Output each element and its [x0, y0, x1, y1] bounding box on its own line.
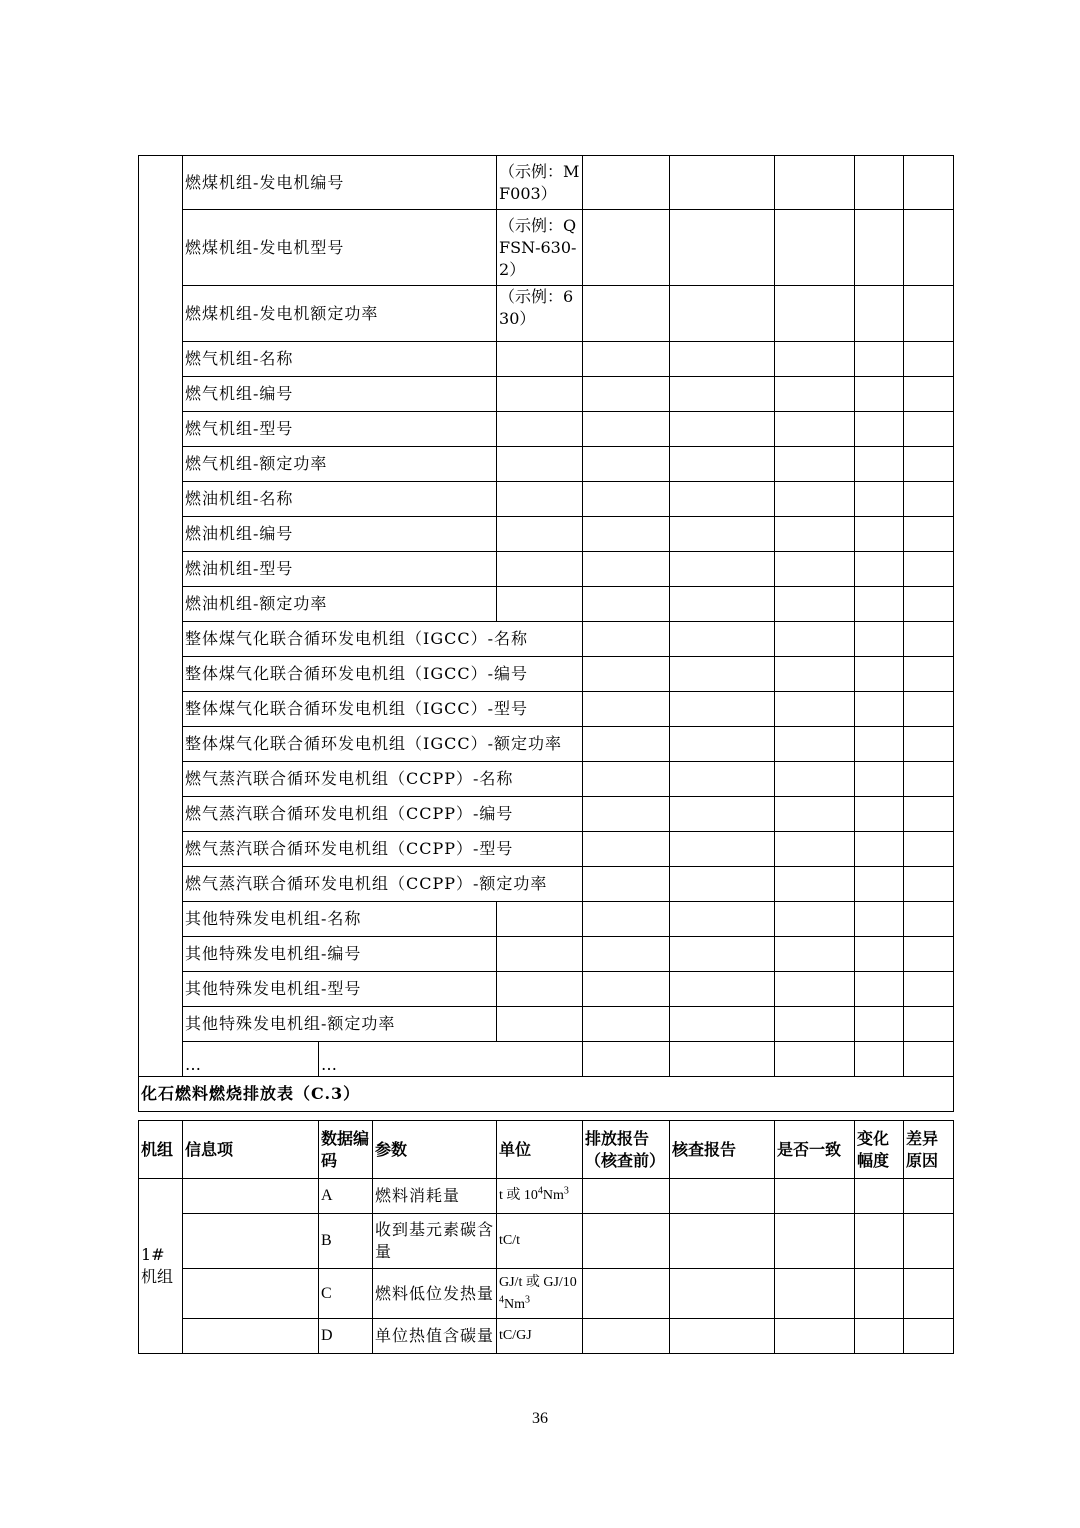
info-item-label: 燃气蒸汽联合循环发电机组（CCPP）-型号: [183, 832, 583, 867]
empty-cell: [670, 412, 775, 447]
header-param: 参数: [373, 1121, 497, 1179]
empty-cell: [583, 517, 670, 552]
info-item-label: 燃油机组-名称: [183, 482, 497, 517]
empty-cell: [670, 657, 775, 692]
empty-cell: [583, 587, 670, 622]
empty-cell: [775, 377, 855, 412]
empty-cell: [855, 832, 904, 867]
empty-cell: [670, 797, 775, 832]
empty-cell: [855, 156, 904, 210]
table-row: [139, 727, 954, 762]
empty-cell: [775, 1007, 855, 1042]
param-name: 燃料低位发热量: [373, 1269, 497, 1319]
info-item-label: 燃气蒸汽联合循环发电机组（CCPP）-编号: [183, 797, 583, 832]
empty-cell: [670, 552, 775, 587]
header-unit-of-measure: 单位: [497, 1121, 583, 1179]
empty-cell: [670, 832, 775, 867]
empty-cell: [497, 412, 583, 447]
table-row: [139, 762, 954, 797]
empty-cell: [775, 937, 855, 972]
empty-cell: [670, 972, 775, 1007]
empty-cell: [497, 447, 583, 482]
empty-cell: [775, 447, 855, 482]
empty-cell: [855, 797, 904, 832]
empty-cell: [904, 587, 954, 622]
empty-cell: [855, 552, 904, 587]
empty-cell: [583, 286, 670, 342]
info-item-label: 燃气机组-名称: [183, 342, 497, 377]
empty-cell: [855, 902, 904, 937]
param-name: 收到基元素碳含量: [373, 1214, 497, 1269]
empty-cell: [670, 156, 775, 210]
empty-cell: [497, 517, 583, 552]
empty-cell: [497, 377, 583, 412]
empty-cell: [904, 762, 954, 797]
empty-cell: [670, 937, 775, 972]
empty-cell: [855, 622, 904, 657]
table-row: [139, 210, 954, 286]
table-row: [139, 1179, 954, 1214]
empty-cell: [583, 1179, 670, 1214]
table-row: [139, 867, 954, 902]
document-table: [138, 155, 954, 1112]
data-code: A: [319, 1179, 373, 1214]
info-item-label: 燃油机组-编号: [183, 517, 497, 552]
section-title: 化石燃料燃烧排放表（C.3）: [139, 1077, 954, 1112]
empty-cell: [775, 657, 855, 692]
table-row: [139, 1319, 954, 1354]
empty-cell: [855, 587, 904, 622]
info-item-label: 燃煤机组-发电机额定功率: [183, 286, 497, 342]
example-cell: （示例：MF003）: [497, 156, 583, 210]
empty-cell: [855, 447, 904, 482]
empty-cell: [775, 1042, 855, 1077]
unit-cell: t 或 $10^4Nm^3$: [497, 1179, 583, 1214]
blank-unit-cell: [139, 156, 183, 1077]
table-row: [139, 377, 954, 412]
empty-cell: [855, 692, 904, 727]
empty-cell: [583, 377, 670, 412]
empty-cell: [497, 902, 583, 937]
empty-cell: [583, 156, 670, 210]
empty-cell: [855, 867, 904, 902]
empty-cell: [583, 937, 670, 972]
empty-cell: [855, 1007, 904, 1042]
empty-cell: [855, 1179, 904, 1214]
empty-cell: [670, 482, 775, 517]
empty-cell: [855, 517, 904, 552]
empty-cell: [855, 342, 904, 377]
empty-cell: [583, 832, 670, 867]
empty-cell: [670, 1319, 775, 1354]
unit-cell: tC/GJ: [497, 1319, 583, 1354]
empty-cell: [670, 727, 775, 762]
empty-cell: [583, 412, 670, 447]
table-row: [139, 657, 954, 692]
empty-cell: [775, 156, 855, 210]
empty-cell: [904, 1269, 954, 1319]
empty-cell: [670, 1042, 775, 1077]
empty-cell: [855, 727, 904, 762]
info-item-label: 其他特殊发电机组-编号: [183, 937, 497, 972]
empty-cell: [904, 797, 954, 832]
example-cell: （示例：630）: [497, 286, 583, 342]
param-name: 单位热值含碳量: [373, 1319, 497, 1354]
info-item-label: 燃油机组-型号: [183, 552, 497, 587]
empty-cell: [855, 762, 904, 797]
param-name: 燃料消耗量: [373, 1179, 497, 1214]
empty-cell: [183, 1214, 319, 1269]
table-row: [139, 937, 954, 972]
empty-cell: [670, 210, 775, 286]
info-item-label: 整体煤气化联合循环发电机组（IGCC）-编号: [183, 657, 583, 692]
info-item-label: 其他特殊发电机组-额定功率: [183, 1007, 497, 1042]
empty-cell: [855, 210, 904, 286]
empty-cell: [583, 692, 670, 727]
empty-cell: [670, 1007, 775, 1042]
table-row: [139, 832, 954, 867]
empty-cell: [855, 1214, 904, 1269]
empty-cell: [583, 972, 670, 1007]
empty-cell: [583, 1214, 670, 1269]
empty-cell: [775, 762, 855, 797]
empty-cell: [904, 972, 954, 1007]
empty-cell: [497, 552, 583, 587]
empty-cell: [775, 1319, 855, 1354]
empty-cell: [855, 482, 904, 517]
empty-cell: [855, 1319, 904, 1354]
info-item-label: 整体煤气化联合循环发电机组（IGCC）-型号: [183, 692, 583, 727]
unit-cell: tC/t: [497, 1214, 583, 1269]
empty-cell: [855, 972, 904, 1007]
ellipsis-cell: …: [319, 1042, 583, 1077]
empty-cell: [855, 657, 904, 692]
empty-cell: [497, 972, 583, 1007]
header-row: [139, 1121, 954, 1179]
empty-cell: [670, 377, 775, 412]
emission-table: [138, 1120, 954, 1354]
empty-cell: [583, 867, 670, 902]
info-item-label: 燃煤机组-发电机型号: [183, 210, 497, 286]
empty-cell: [904, 377, 954, 412]
info-item-label: 燃气蒸汽联合循环发电机组（CCPP）-额定功率: [183, 867, 583, 902]
empty-cell: [904, 902, 954, 937]
empty-cell: [904, 657, 954, 692]
empty-cell: [497, 937, 583, 972]
empty-cell: [670, 447, 775, 482]
empty-cell: [904, 1214, 954, 1269]
empty-cell: [583, 657, 670, 692]
table-row: [139, 342, 954, 377]
empty-cell: [583, 622, 670, 657]
empty-cell: [904, 692, 954, 727]
empty-cell: [775, 622, 855, 657]
empty-cell: [904, 447, 954, 482]
empty-cell: [583, 1042, 670, 1077]
empty-cell: [904, 727, 954, 762]
empty-cell: [855, 1269, 904, 1319]
table-row: [139, 587, 954, 622]
table-row: [139, 622, 954, 657]
empty-cell: [775, 1214, 855, 1269]
empty-cell: [583, 552, 670, 587]
empty-cell: [670, 342, 775, 377]
empty-cell: [775, 972, 855, 1007]
empty-cell: [183, 1179, 319, 1214]
empty-cell: [670, 517, 775, 552]
empty-cell: [775, 1179, 855, 1214]
empty-cell: [904, 622, 954, 657]
table-row: [139, 972, 954, 1007]
empty-cell: [583, 902, 670, 937]
empty-cell: [904, 867, 954, 902]
empty-cell: [855, 412, 904, 447]
empty-cell: [904, 342, 954, 377]
info-item-label: 燃气机组-编号: [183, 377, 497, 412]
empty-cell: [775, 587, 855, 622]
info-item-label: 其他特殊发电机组-名称: [183, 902, 497, 937]
info-item-label: 其他特殊发电机组-型号: [183, 972, 497, 1007]
data-code: C: [319, 1269, 373, 1319]
empty-cell: [904, 1179, 954, 1214]
example-cell: （示例：QFSN-630-2）: [497, 210, 583, 286]
empty-cell: [904, 1042, 954, 1077]
empty-cell: [583, 482, 670, 517]
empty-cell: [583, 210, 670, 286]
section-title-row: [139, 1077, 954, 1112]
empty-cell: [670, 286, 775, 342]
empty-cell: [855, 1042, 904, 1077]
empty-cell: [904, 210, 954, 286]
empty-cell: [583, 342, 670, 377]
empty-cell: [775, 832, 855, 867]
empty-cell: [775, 692, 855, 727]
table-row: [139, 286, 954, 342]
table-row: [139, 1007, 954, 1042]
empty-cell: [670, 587, 775, 622]
header-change: 变化幅度: [855, 1121, 904, 1179]
empty-cell: [583, 1007, 670, 1042]
data-code: D: [319, 1319, 373, 1354]
empty-cell: [775, 412, 855, 447]
info-item-label: 燃油机组-额定功率: [183, 587, 497, 622]
info-item-label: 燃气蒸汽联合循环发电机组（CCPP）-名称: [183, 762, 583, 797]
table-row: [139, 156, 954, 210]
empty-cell: [583, 727, 670, 762]
empty-cell: [670, 1269, 775, 1319]
table-row: [139, 797, 954, 832]
empty-cell: [583, 797, 670, 832]
table-row: [139, 902, 954, 937]
page-number: 36: [532, 1410, 548, 1427]
empty-cell: [497, 342, 583, 377]
empty-cell: [904, 1007, 954, 1042]
unit-cell: GJ/t 或 $GJ/10^4Nm^3$: [497, 1269, 583, 1319]
info-item-label: 燃气机组-额定功率: [183, 447, 497, 482]
empty-cell: [497, 587, 583, 622]
header-consistent: 是否一致: [775, 1121, 855, 1179]
empty-cell: [855, 937, 904, 972]
empty-cell: [775, 552, 855, 587]
empty-cell: [497, 482, 583, 517]
table-row: [139, 412, 954, 447]
table-row: [139, 517, 954, 552]
empty-cell: [670, 622, 775, 657]
ellipsis-row: [139, 1042, 954, 1077]
empty-cell: [670, 902, 775, 937]
header-code: 数据编码: [319, 1121, 373, 1179]
unit-name: 1#机组: [139, 1179, 183, 1354]
empty-cell: [775, 482, 855, 517]
empty-cell: [497, 1007, 583, 1042]
empty-cell: [775, 867, 855, 902]
empty-cell: [775, 517, 855, 552]
info-item-label: 燃气机组-型号: [183, 412, 497, 447]
empty-cell: [670, 867, 775, 902]
header-report-before: 排放报告（核查前）: [583, 1121, 670, 1179]
empty-cell: [775, 797, 855, 832]
empty-cell: [775, 1269, 855, 1319]
empty-cell: [904, 412, 954, 447]
header-unit: 机组: [139, 1121, 183, 1179]
empty-cell: [183, 1269, 319, 1319]
info-item-label: 整体煤气化联合循环发电机组（IGCC）-额定功率: [183, 727, 583, 762]
ellipsis-cell: …: [183, 1042, 319, 1077]
empty-cell: [855, 286, 904, 342]
empty-cell: [183, 1319, 319, 1354]
empty-cell: [775, 727, 855, 762]
empty-cell: [775, 902, 855, 937]
table-row: [139, 447, 954, 482]
empty-cell: [670, 1179, 775, 1214]
empty-cell: [775, 210, 855, 286]
empty-cell: [775, 286, 855, 342]
info-item-label: 整体煤气化联合循环发电机组（IGCC）-名称: [183, 622, 583, 657]
empty-cell: [775, 342, 855, 377]
empty-cell: [670, 762, 775, 797]
empty-cell: [583, 1269, 670, 1319]
empty-cell: [904, 286, 954, 342]
empty-cell: [855, 377, 904, 412]
empty-cell: [670, 692, 775, 727]
empty-cell: [904, 552, 954, 587]
empty-cell: [904, 1319, 954, 1354]
header-verification: 核查报告: [670, 1121, 775, 1179]
table-row: [139, 1269, 954, 1319]
empty-cell: [583, 1319, 670, 1354]
empty-cell: [670, 1214, 775, 1269]
info-item-label: 燃煤机组-发电机编号: [183, 156, 497, 210]
header-info: 信息项: [183, 1121, 319, 1179]
data-code: B: [319, 1214, 373, 1269]
header-reason: 差异原因: [904, 1121, 954, 1179]
table-row: [139, 1214, 954, 1269]
empty-cell: [583, 447, 670, 482]
empty-cell: [904, 517, 954, 552]
table-row: [139, 552, 954, 587]
empty-cell: [904, 156, 954, 210]
empty-cell: [904, 937, 954, 972]
table-row: [139, 482, 954, 517]
empty-cell: [904, 832, 954, 867]
empty-cell: [904, 482, 954, 517]
empty-cell: [583, 762, 670, 797]
table-row: [139, 692, 954, 727]
